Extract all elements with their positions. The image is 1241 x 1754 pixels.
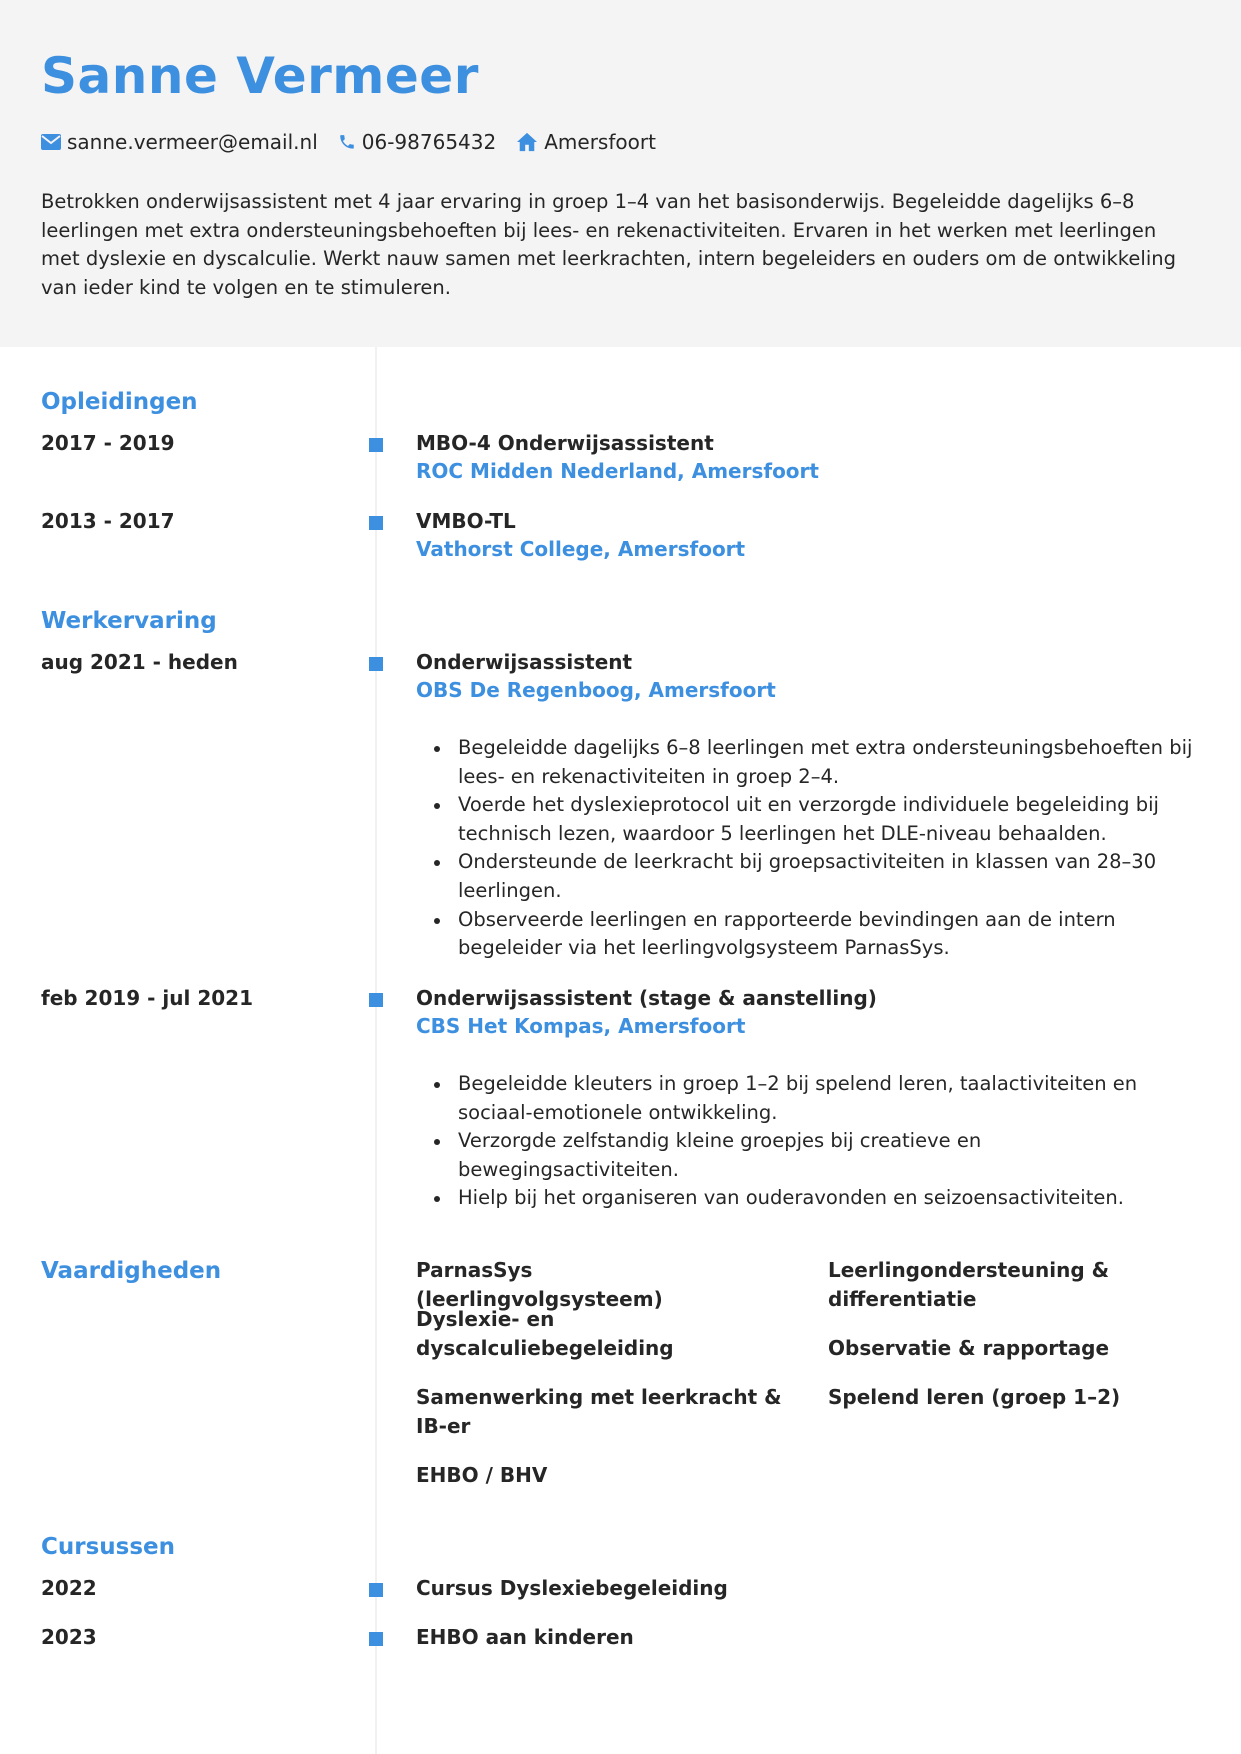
entry-date: 2017 - 2019 bbox=[41, 431, 175, 455]
profile-summary: Betrokken onderwijsassistent met 4 jaar ervaring in groep 1–4 van het basisonderwijs. Begeleidde dagelijks 6–8 leerlingen met extra ondersteuningsbehoeften bij lees- en rekenactiviteiten. Ervaren in het werken met leerlingen met dyslexie en dyscalculie. Werkt nauw samen met leerkrachten, intern begeleiders en ouders om de ontwikkeling van ieder kind te volgen en te stimuleren. bbox=[41, 190, 1176, 299]
list-item: Begeleidde dagelijks 6–8 leerlingen met extra ondersteuningsbehoeften bij lees- en rekenactiviteiten in groep 2–4. bbox=[416, 734, 1206, 791]
entry-institution: ROC Midden Nederland, Amersfoort bbox=[416, 459, 819, 483]
city-text: Amersfoort bbox=[544, 130, 656, 154]
envelope-icon bbox=[41, 134, 61, 150]
skill-item: EHBO / BHV bbox=[416, 1463, 548, 1487]
entry-date: 2023 bbox=[41, 1625, 97, 1649]
entry-date: feb 2019 - jul 2021 bbox=[41, 986, 254, 1010]
timeline-marker bbox=[369, 516, 383, 530]
home-icon bbox=[516, 132, 538, 152]
entry-employer: OBS De Regenboog, Amersfoort bbox=[416, 678, 776, 702]
entry-date: 2022 bbox=[41, 1576, 97, 1600]
timeline-marker bbox=[369, 1632, 383, 1646]
phone-icon bbox=[338, 133, 356, 151]
responsibilities-list bbox=[416, 1070, 1206, 1213]
section-title-experience: Werkervaring bbox=[41, 608, 217, 634]
timeline-marker bbox=[369, 657, 383, 671]
section-title-education: Opleidingen bbox=[41, 389, 198, 415]
section-title-skills: Vaardigheden bbox=[41, 1258, 222, 1284]
entry-title: Onderwijsassistent bbox=[416, 650, 633, 674]
entry-employer: CBS Het Kompas, Amersfoort bbox=[416, 1014, 746, 1038]
timeline-marker bbox=[369, 438, 383, 452]
timeline-marker bbox=[369, 1583, 383, 1597]
skill-item: Leerlingondersteuning & differentiatie bbox=[828, 1258, 1110, 1311]
skill-item: Observatie & rapportage bbox=[828, 1336, 1110, 1360]
contact-info bbox=[41, 128, 676, 156]
entry-title: EHBO aan kinderen bbox=[416, 1625, 634, 1649]
header bbox=[0, 0, 1241, 347]
responsibilities-list bbox=[416, 734, 1206, 963]
list-item: Observeerde leerlingen en rapporteerde bevindingen aan de intern begeleider via het leerlingvolgsysteem ParnasSys. bbox=[416, 906, 1206, 963]
skill-item: Spelend leren (groep 1–2) bbox=[828, 1385, 1121, 1409]
entry-date: 2013 - 2017 bbox=[41, 509, 175, 533]
candidate-name: Sanne Vermeer bbox=[41, 47, 479, 105]
email-text: sanne.vermeer@email.nl bbox=[67, 130, 318, 154]
skill-item: ParnasSys (leerlingvolgsysteem) bbox=[416, 1258, 663, 1311]
entry-title: Cursus Dyslexiebegeleiding bbox=[416, 1576, 728, 1600]
list-item: Hielp bij het organiseren van ouderavonden en seizoensactiviteiten. bbox=[416, 1184, 1206, 1213]
list-item: Ondersteunde de leerkracht bij groepsactiviteiten in klassen van 28–30 leerlingen. bbox=[416, 848, 1206, 905]
entry-title: MBO-4 Onderwijsassistent bbox=[416, 431, 714, 455]
list-item: Verzorgde zelfstandig kleine groepjes bij creatieve en bewegingsactiviteiten. bbox=[416, 1127, 1206, 1184]
contact-phone[interactable] bbox=[338, 130, 496, 154]
list-item: Voerde het dyslexieprotocol uit en verzorgde individuele begeleiding bij technisch lezen, waardoor 5 leerlingen het DLE-niveau behaalden. bbox=[416, 791, 1206, 848]
phone-text: 06-98765432 bbox=[361, 130, 497, 154]
contact-city bbox=[516, 130, 656, 154]
skill-item: Dyslexie- en dyscalculiebegeleiding bbox=[416, 1307, 674, 1360]
timeline-divider bbox=[375, 347, 377, 1754]
entry-date: aug 2021 - heden bbox=[41, 650, 238, 674]
entry-institution: Vathorst College, Amersfoort bbox=[416, 537, 746, 561]
skill-item: Samenwerking met leerkracht & IB-er bbox=[416, 1385, 782, 1438]
contact-email[interactable] bbox=[41, 130, 318, 154]
entry-title: VMBO-TL bbox=[416, 509, 516, 533]
list-item: Begeleidde kleuters in groep 1–2 bij spelend leren, taalactiviteiten en sociaal-emotionele ontwikkeling. bbox=[416, 1070, 1206, 1127]
entry-title: Onderwijsassistent (stage & aanstelling) bbox=[416, 986, 877, 1010]
section-title-courses: Cursussen bbox=[41, 1534, 176, 1560]
timeline-marker bbox=[369, 993, 383, 1007]
